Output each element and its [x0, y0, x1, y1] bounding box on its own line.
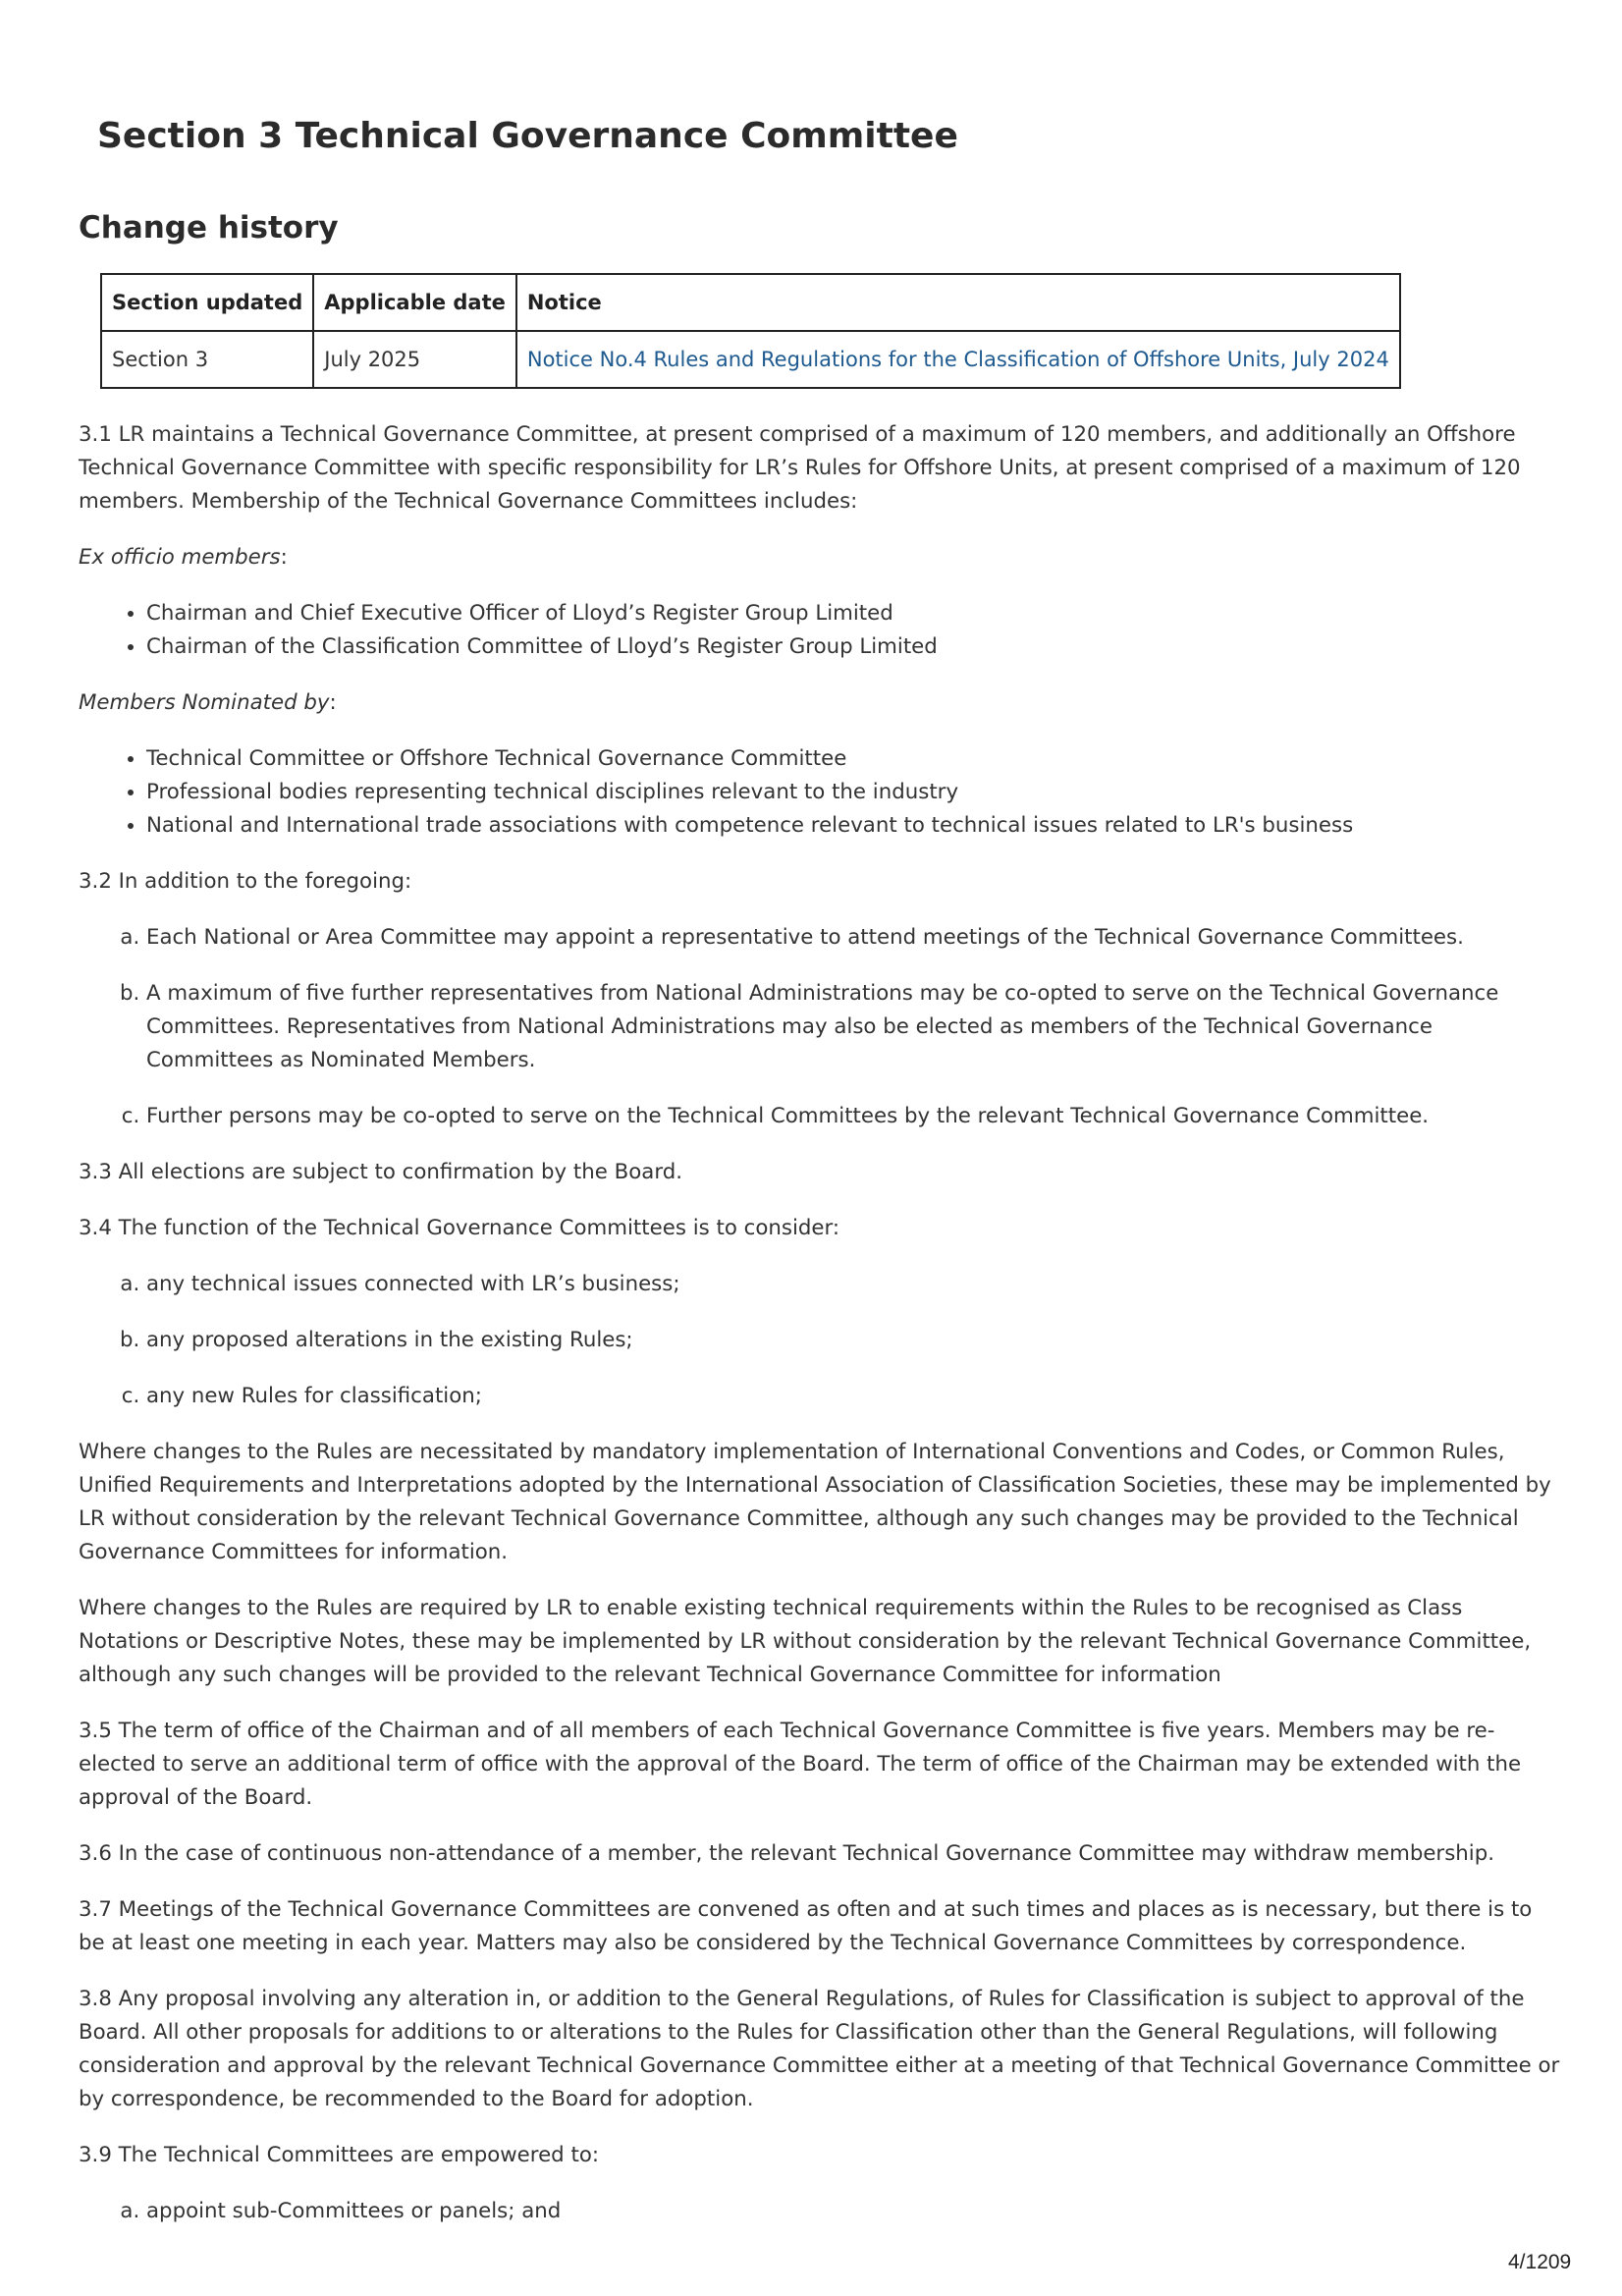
paragraph-3-4: 3.4 The function of the Technical Governance Committees is to consider:	[79, 1216, 840, 1240]
change-history-table	[100, 273, 1401, 389]
paragraph-3-4-list	[79, 1268, 1563, 1413]
ex-officio-heading: Ex officio members:	[79, 545, 288, 570]
paragraph-3-9: 3.9 The Technical Committees are empowered to:	[79, 2143, 600, 2167]
page-number: 4/1209	[1508, 2251, 1572, 2273]
list-item: c. Further persons may be co-opted to serve on the Technical Committees by the relevant Technical Governance Committee.	[146, 1100, 1563, 1133]
list-item: a. any technical issues connected with LR’s business;	[146, 1268, 1563, 1301]
paragraph-class-notations: Where changes to the Rules are required by LR to enable existing technical requirements within the Rules to be recognised as Class Notations or Descriptive Notes, these may be implemented by LR without consideration by the relevant Technical Governance Committee, although any such changes will be provided to the relevant Technical Governance Committee for information	[79, 1596, 1532, 1687]
table-row	[101, 331, 1400, 388]
cell-section: Section 3	[101, 331, 313, 388]
list-item: • Chairman and Chief Executive Officer of Lloyd’s Register Group Limited	[146, 597, 1563, 630]
nominated-list	[79, 742, 1563, 843]
list-item: a. appoint sub-Committees or panels; and	[146, 2195, 1563, 2228]
ex-officio-label: Ex officio members	[79, 545, 281, 570]
paragraph-3-2: 3.2 In addition to the foregoing:	[79, 869, 412, 894]
list-item: • Chairman of the Classification Committee of Lloyd’s Register Group Limited	[146, 630, 1563, 664]
paragraph-3-8: 3.8 Any proposal involving any alteration in, or addition to the General Regulations, of Rules for Classification is subject to approval of the Board. All other proposals for additions to or alterations to the Rules for Classification other than the General Regulations, will following consideration and approval by the relevant Technical Governance Committee either at a meeting of that Technical Governance Committee or by correspondence, be recommended to the Board for adoption.	[79, 1987, 1560, 2111]
nominated-heading: Members Nominated by:	[79, 690, 337, 715]
cell-date: July 2025	[313, 331, 516, 388]
paragraph-3-2-list	[79, 921, 1563, 1133]
paragraph-3-9-list	[79, 2195, 1563, 2228]
list-item: b. A maximum of five further representatives from National Administrations may be co-opted to serve on the Technical Governance Committees. Representatives from National Administrations may also be elected as members of the Technical Governance Committees as Nominated Members.	[146, 977, 1563, 1077]
paragraph-3-6: 3.6 In the case of continuous non-attendance of a member, the relevant Technical Governance Committee may withdraw membership.	[79, 1841, 1494, 1866]
column-header-applicable-date: Applicable date	[313, 274, 516, 331]
list-item: a. Each National or Area Committee may appoint a representative to attend meetings of the Technical Governance Committees.	[146, 921, 1563, 955]
paragraph-3-1: 3.1 LR maintains a Technical Governance Committee, at present comprised of a maximum of 120 members, and additionally an Offshore Technical Governance Committee with specific responsibility for LR’s Rules for Offshore Units, at present comprised of a maximum of 120 members. Membership of the Technical Governance Committees includes:	[79, 422, 1521, 514]
column-header-notice: Notice	[516, 274, 1400, 331]
document-body	[79, 418, 1563, 2251]
column-header-section-updated: Section updated	[101, 274, 313, 331]
paragraph-mandatory-changes: Where changes to the Rules are necessitated by mandatory implementation of International Conventions and Codes, or Common Rules, Unified Requirements and Interpretations adopted by the International Association of Classification Societies, these may be implemented by LR without consideration by the relevant Technical Governance Committee, although any such changes may be provided to the Technical Governance Committees for information.	[79, 1440, 1551, 1564]
paragraph-3-5: 3.5 The term of office of the Chairman and of all members of each Technical Governance Committee is five years. Members may be re-elected to serve an additional term of office with the approval of the Board. The term of office of the Chairman may be extended with the approval of the Board.	[79, 1719, 1522, 1810]
list-item: • National and International trade associations with competence relevant to technical issues related to LR's business	[146, 809, 1563, 843]
notice-link[interactable]: Notice No.4 Rules and Regulations for the Classification of Offshore Units, July 2024	[526, 348, 1389, 371]
page-title: Section 3 Technical Governance Committee	[97, 116, 958, 156]
cell-notice	[516, 331, 1400, 388]
list-item: b. any proposed alterations in the existing Rules;	[146, 1324, 1563, 1357]
list-item: • Technical Committee or Offshore Technical Governance Committee	[146, 742, 1563, 776]
ex-officio-list	[79, 597, 1563, 664]
change-history-heading: Change history	[79, 210, 339, 246]
list-item: • Professional bodies representing technical disciplines relevant to the industry	[146, 776, 1563, 809]
table-header-row	[101, 274, 1400, 331]
paragraph-3-7: 3.7 Meetings of the Technical Governance Committees are convened as often and at such times and places as is necessary, but there is to be at least one meeting in each year. Matters may also be considered by the Technical Governance Committees by correspondence.	[79, 1897, 1533, 1955]
list-item: c. any new Rules for classification;	[146, 1380, 1563, 1413]
nominated-label: Members Nominated by	[79, 690, 330, 715]
paragraph-3-3: 3.3 All elections are subject to confirmation by the Board.	[79, 1160, 682, 1184]
